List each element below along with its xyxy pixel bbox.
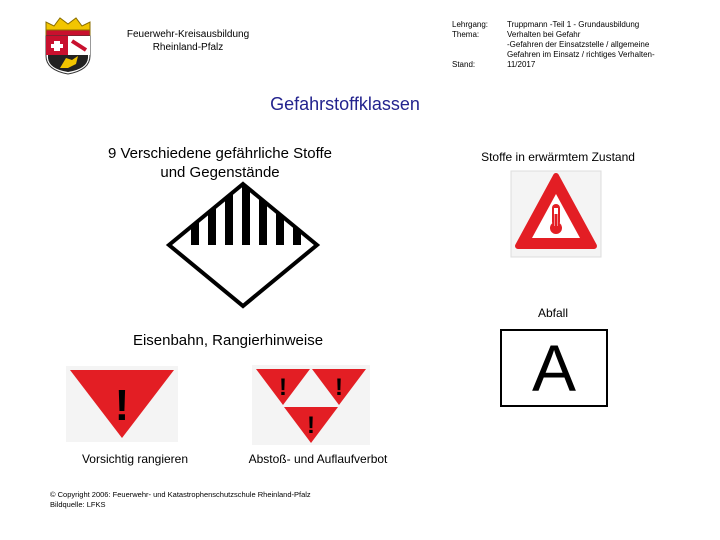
- image-source-line: Bildquelle: LFKS: [50, 500, 106, 509]
- class-9-heading: [60, 144, 380, 182]
- thema-value-3: Gefahren im Einsatz / richtiges Verhalten-: [507, 50, 655, 59]
- elevated-temperature-sign-icon: [510, 170, 602, 258]
- waste-label: Abfall: [537, 306, 569, 320]
- rail-shunting-heading: Eisenbahn, Rangierhinweise: [132, 332, 324, 349]
- class-9-hazard-diamond-icon: [165, 181, 321, 309]
- stand-key: Stand:: [452, 60, 476, 69]
- careful-shunting-sign-icon: [66, 366, 178, 442]
- no-push-off-caption: Abstoß- und Auflaufverbot: [248, 452, 388, 466]
- coat-of-arms-logo: [38, 14, 98, 76]
- svg-text:!: !: [114, 381, 130, 430]
- lehrgang-key: Lehrgang:: [452, 20, 489, 29]
- course-metadata: [452, 20, 712, 70]
- no-push-off-sign-icon: [252, 365, 370, 445]
- thema-key: Thema:: [452, 30, 480, 39]
- organization-line-1: Feuerwehr-Kreisausbildung: [126, 29, 250, 40]
- copyright-footer: [50, 490, 311, 510]
- waste-sign: [500, 329, 608, 407]
- thema-value-1: Verhalten bei Gefahr: [507, 30, 581, 39]
- class-9-line-2: und Gegenstände: [160, 164, 280, 181]
- svg-text:!: !: [307, 412, 315, 439]
- waste-sign-letter: A: [531, 331, 577, 405]
- svg-text:!: !: [279, 374, 287, 401]
- organization-name: [98, 28, 278, 54]
- stand-value: 11/2017: [507, 60, 536, 69]
- svg-text:!: !: [335, 374, 343, 401]
- organization-line-2: Rheinland-Pfalz: [152, 42, 224, 53]
- class-9-line-1: 9 Verschiedene gefährliche Stoffe: [107, 145, 333, 162]
- thema-value-2: -Gefahren der Einsatzstelle / allgemeine: [507, 40, 650, 49]
- warm-substances-label: Stoffe in erwärmtem Zustand: [481, 150, 635, 164]
- careful-shunting-caption: Vorsichtig rangieren: [81, 452, 189, 466]
- copyright-line: © Copyright 2006: Feuerwehr- und Katastrophenschutzschule Rheinland-Pfalz: [50, 490, 311, 499]
- slide-title: Gefahrstoffklassen: [270, 94, 420, 114]
- lehrgang-value: Truppmann -Teil 1 - Grundausbildung: [507, 20, 640, 29]
